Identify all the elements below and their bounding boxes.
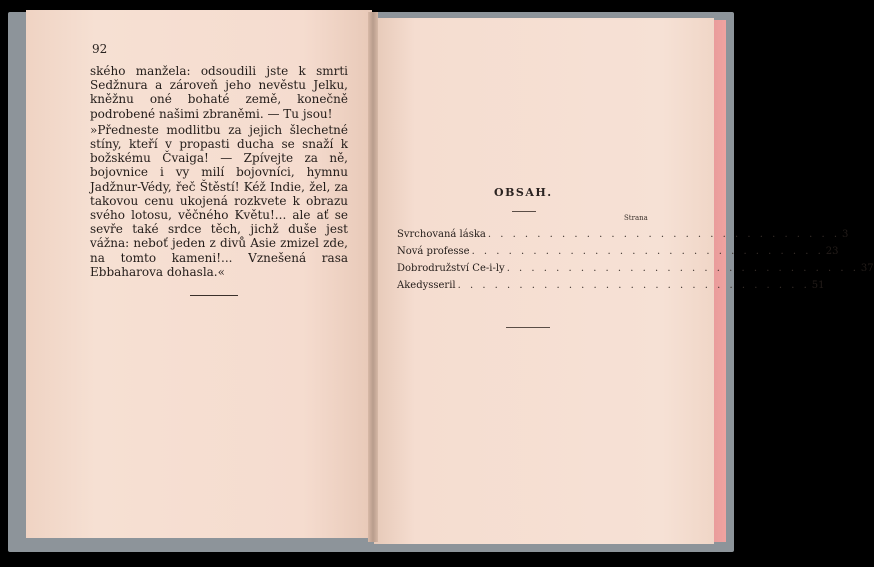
toc-entry-page: 23 [825,246,839,257]
toc-entry[interactable] [397,280,825,297]
dot-leader: . . . . . . . . . . . . . . . . . . . . . . . . . . . . . [506,263,859,274]
toc-entry[interactable] [397,246,839,263]
dot-leader: . . . . . . . . . . . . . . . . . . . . . . . . . . . . . [471,246,824,257]
toc-entry-title: Dobrodružství Ce-i-ly [397,263,505,274]
title-rule [512,211,536,212]
toc-entry[interactable] [397,263,874,280]
dot-leader: . . . . . . . . . . . . . . . . . . . . . . . . . . . . . [487,229,841,240]
end-rule [190,295,238,296]
toc-title: OBSAH. [494,186,553,199]
toc-entry-title: Akedysseril [397,280,456,291]
toc-entry-page: 3 [842,229,849,240]
toc-entry-page: 51 [811,280,825,291]
paragraph: »Předneste modlitbu za jejich šlechetné stíny, kteří v propasti ducha se snaží k božskému Čvaiga! — Zpívejte za ně, bojovnice i vy milí bojovníci, hymnu Jadžnur-Védy, řeč Štěstí! Kéž Indie, žel, za takovou cenu ukojená rozkvete k obrazu svého lotosu, věčného Květu!... ale ať se sevře také srdce těch, jichž duše jest vážna: neboť jeden z divů Asie zmizel zde, na tomto kameni!... Vznešená rasa Ebbaharova dohasla.« [90,122,348,279]
table-of-contents [397,229,874,297]
page-column-label: Strana [624,214,648,222]
toc-entry[interactable] [397,229,849,246]
chapter-text [90,64,348,279]
toc-entry-page: 37 [860,263,874,274]
dot-leader: . . . . . . . . . . . . . . . . . . . . . . . . . . . . . [457,280,810,291]
toc-end-rule [506,327,550,328]
toc-entry-title: Nová professe [397,246,470,257]
page-number: 92 [92,42,108,56]
book-gutter [368,12,378,542]
toc-entry-title: Svrchovaná láska [397,229,486,240]
paragraph: ského manžela: odsoudili jste k smrti Sedžnura a zároveň jeho nevěstu Jelku, kněžnu oné bohaté země, konečně podrobené našimi zbraněmi. — Tu jsou! [90,64,348,121]
